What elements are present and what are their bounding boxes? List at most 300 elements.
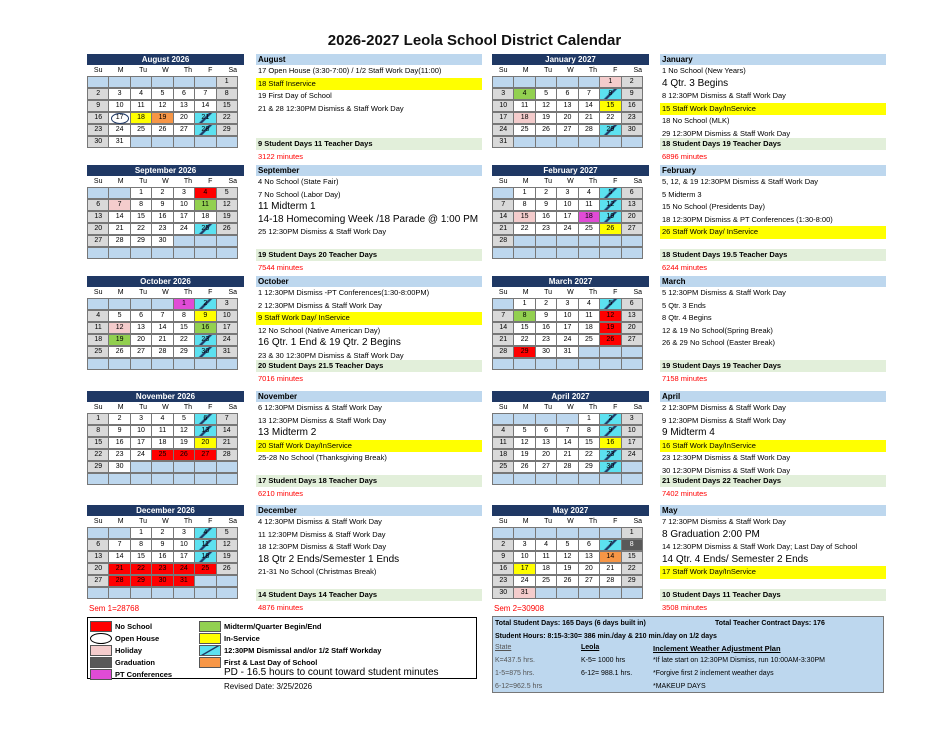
day-cell[interactable]: 4: [194, 527, 216, 539]
day-cell[interactable]: 17: [173, 551, 195, 563]
day-cell[interactable]: 19: [108, 334, 130, 346]
day-cell[interactable]: 22: [173, 334, 195, 346]
day-cell[interactable]: 8: [130, 539, 152, 551]
day-cell[interactable]: 10: [173, 199, 195, 211]
day-cell[interactable]: 15: [513, 211, 535, 223]
day-cell[interactable]: 28: [108, 235, 130, 247]
day-cell[interactable]: 8: [513, 310, 535, 322]
day-cell[interactable]: 18: [194, 211, 216, 223]
day-cell[interactable]: 19: [173, 437, 195, 449]
day-cell[interactable]: 3: [173, 187, 195, 199]
day-cell[interactable]: 18: [535, 563, 557, 575]
day-cell[interactable]: 1: [513, 298, 535, 310]
day-cell[interactable]: 21: [492, 334, 514, 346]
day-cell[interactable]: 19: [599, 211, 621, 223]
day-cell[interactable]: 7: [492, 310, 514, 322]
day-cell[interactable]: 27: [621, 223, 643, 235]
day-cell[interactable]: 29: [87, 461, 109, 473]
day-cell[interactable]: 30: [87, 136, 109, 148]
day-cell[interactable]: 29: [130, 575, 152, 587]
day-cell[interactable]: 15: [130, 551, 152, 563]
day-cell[interactable]: 10: [108, 100, 130, 112]
day-cell[interactable]: 4: [151, 413, 173, 425]
day-cell[interactable]: 26: [535, 124, 557, 136]
day-cell[interactable]: 1: [87, 413, 109, 425]
day-cell[interactable]: 1: [130, 527, 152, 539]
day-cell[interactable]: 21: [492, 223, 514, 235]
day-cell[interactable]: 11: [130, 100, 152, 112]
day-cell[interactable]: 6: [87, 539, 109, 551]
day-cell[interactable]: 1: [173, 298, 195, 310]
day-cell[interactable]: 30: [108, 461, 130, 473]
day-cell[interactable]: 2: [621, 76, 643, 88]
day-cell[interactable]: 4: [130, 88, 152, 100]
day-cell[interactable]: 12: [599, 310, 621, 322]
day-cell[interactable]: 4: [578, 298, 600, 310]
day-cell[interactable]: 16: [151, 551, 173, 563]
day-cell[interactable]: 12: [151, 100, 173, 112]
day-cell[interactable]: 18: [194, 551, 216, 563]
day-cell[interactable]: 10: [556, 310, 578, 322]
day-cell[interactable]: 14: [194, 100, 216, 112]
day-cell[interactable]: 4: [513, 88, 535, 100]
day-cell[interactable]: 16: [599, 437, 621, 449]
day-cell[interactable]: 31: [173, 575, 195, 587]
day-cell[interactable]: 3: [216, 298, 238, 310]
day-cell[interactable]: 27: [578, 575, 600, 587]
day-cell[interactable]: 8: [578, 425, 600, 437]
day-cell[interactable]: 31: [492, 136, 514, 148]
day-cell[interactable]: 3: [513, 539, 535, 551]
day-cell[interactable]: 10: [130, 425, 152, 437]
day-cell[interactable]: 8: [130, 199, 152, 211]
day-cell[interactable]: 20: [173, 112, 195, 124]
day-cell[interactable]: 1: [513, 187, 535, 199]
day-cell[interactable]: 3: [492, 88, 514, 100]
day-cell[interactable]: 10: [621, 425, 643, 437]
day-cell[interactable]: 23: [151, 563, 173, 575]
day-cell[interactable]: 19: [556, 563, 578, 575]
day-cell[interactable]: 21: [194, 112, 216, 124]
day-cell[interactable]: 2: [535, 187, 557, 199]
day-cell[interactable]: 22: [130, 563, 152, 575]
day-cell[interactable]: 21: [108, 223, 130, 235]
day-cell[interactable]: 18: [578, 322, 600, 334]
day-cell[interactable]: 8: [173, 310, 195, 322]
day-cell[interactable]: 6: [130, 310, 152, 322]
day-cell[interactable]: 17: [621, 437, 643, 449]
day-cell[interactable]: 11: [194, 199, 216, 211]
day-cell[interactable]: 3: [173, 527, 195, 539]
day-cell[interactable]: 14: [216, 425, 238, 437]
day-cell[interactable]: 30: [621, 124, 643, 136]
day-cell[interactable]: 6: [173, 88, 195, 100]
day-cell[interactable]: 10: [556, 199, 578, 211]
day-cell[interactable]: 8: [87, 425, 109, 437]
day-cell[interactable]: 3: [130, 413, 152, 425]
day-cell[interactable]: 27: [556, 124, 578, 136]
day-cell[interactable]: 5: [151, 88, 173, 100]
day-cell[interactable]: 11: [151, 425, 173, 437]
day-cell[interactable]: 14: [492, 322, 514, 334]
day-cell[interactable]: 5: [599, 187, 621, 199]
day-cell[interactable]: 9: [87, 100, 109, 112]
day-cell[interactable]: 17: [130, 437, 152, 449]
day-cell[interactable]: 20: [578, 563, 600, 575]
day-cell[interactable]: 12: [535, 100, 557, 112]
day-cell[interactable]: 13: [87, 551, 109, 563]
day-cell[interactable]: 26: [556, 575, 578, 587]
day-cell[interactable]: 6: [621, 187, 643, 199]
day-cell[interactable]: 14: [108, 211, 130, 223]
day-cell[interactable]: 22: [578, 449, 600, 461]
day-cell[interactable]: 14: [556, 437, 578, 449]
day-cell[interactable]: 24: [108, 124, 130, 136]
day-cell[interactable]: 22: [216, 112, 238, 124]
day-cell[interactable]: 20: [621, 322, 643, 334]
day-cell[interactable]: 1: [599, 76, 621, 88]
day-cell[interactable]: 13: [621, 199, 643, 211]
day-cell[interactable]: 23: [108, 449, 130, 461]
day-cell[interactable]: 16: [194, 322, 216, 334]
day-cell[interactable]: 19: [216, 551, 238, 563]
day-cell[interactable]: 20: [194, 437, 216, 449]
day-cell[interactable]: 20: [87, 223, 109, 235]
day-cell[interactable]: 28: [578, 124, 600, 136]
day-cell[interactable]: 28: [492, 346, 514, 358]
day-cell[interactable]: 27: [130, 346, 152, 358]
day-cell[interactable]: 9: [535, 199, 557, 211]
day-cell[interactable]: 18: [151, 437, 173, 449]
day-cell[interactable]: 8: [216, 88, 238, 100]
day-cell[interactable]: 27: [535, 461, 557, 473]
day-cell[interactable]: 30: [492, 587, 514, 599]
day-cell[interactable]: 23: [194, 334, 216, 346]
day-cell[interactable]: 30: [535, 346, 557, 358]
day-cell[interactable]: 27: [621, 334, 643, 346]
day-cell[interactable]: 28: [108, 575, 130, 587]
day-cell[interactable]: 18: [87, 334, 109, 346]
day-cell[interactable]: 31: [216, 346, 238, 358]
day-cell[interactable]: 29: [599, 124, 621, 136]
day-cell[interactable]: 6: [87, 199, 109, 211]
day-cell[interactable]: 1: [578, 413, 600, 425]
day-cell[interactable]: 2: [151, 527, 173, 539]
day-cell[interactable]: 22: [87, 449, 109, 461]
day-cell[interactable]: 14: [599, 551, 621, 563]
day-cell[interactable]: 18: [513, 112, 535, 124]
day-cell[interactable]: 28: [216, 449, 238, 461]
day-cell[interactable]: 7: [492, 199, 514, 211]
day-cell[interactable]: 23: [599, 449, 621, 461]
day-cell[interactable]: 26: [599, 334, 621, 346]
day-cell[interactable]: 5: [535, 88, 557, 100]
day-cell[interactable]: 19: [513, 449, 535, 461]
day-cell[interactable]: 4: [194, 187, 216, 199]
day-cell[interactable]: 4: [578, 187, 600, 199]
day-cell[interactable]: 22: [513, 223, 535, 235]
day-cell[interactable]: 25: [194, 223, 216, 235]
day-cell[interactable]: 23: [492, 575, 514, 587]
day-cell[interactable]: 3: [556, 187, 578, 199]
day-cell[interactable]: 29: [130, 235, 152, 247]
day-cell[interactable]: 9: [151, 539, 173, 551]
day-cell[interactable]: 14: [108, 551, 130, 563]
day-cell[interactable]: 9: [492, 551, 514, 563]
day-cell[interactable]: 7: [108, 539, 130, 551]
day-cell[interactable]: 11: [578, 310, 600, 322]
day-cell[interactable]: 16: [87, 112, 109, 124]
day-cell[interactable]: 11: [194, 539, 216, 551]
day-cell[interactable]: 26: [108, 346, 130, 358]
day-cell[interactable]: 26: [216, 563, 238, 575]
day-cell[interactable]: 9: [599, 425, 621, 437]
day-cell[interactable]: 9: [151, 199, 173, 211]
day-cell[interactable]: 26: [599, 223, 621, 235]
day-cell[interactable]: 21: [151, 334, 173, 346]
day-cell[interactable]: 19: [599, 322, 621, 334]
day-cell[interactable]: 12: [599, 199, 621, 211]
day-cell[interactable]: 6: [556, 88, 578, 100]
day-cell[interactable]: 4: [87, 310, 109, 322]
day-cell[interactable]: 18: [130, 112, 152, 124]
day-cell[interactable]: 24: [173, 563, 195, 575]
day-cell[interactable]: 13: [535, 437, 557, 449]
day-cell[interactable]: 1: [621, 527, 643, 539]
day-cell[interactable]: 15: [578, 437, 600, 449]
day-cell[interactable]: 12: [173, 425, 195, 437]
day-cell[interactable]: 30: [151, 235, 173, 247]
day-cell[interactable]: 25: [535, 575, 557, 587]
day-cell[interactable]: 23: [535, 223, 557, 235]
day-cell[interactable]: 31: [108, 136, 130, 148]
day-cell[interactable]: 22: [621, 563, 643, 575]
day-cell[interactable]: 11: [87, 322, 109, 334]
day-cell[interactable]: 4: [535, 539, 557, 551]
day-cell[interactable]: 23: [151, 223, 173, 235]
day-cell[interactable]: 25: [578, 223, 600, 235]
day-cell[interactable]: 9: [535, 310, 557, 322]
day-cell[interactable]: 18: [578, 211, 600, 223]
day-cell[interactable]: 26: [151, 124, 173, 136]
day-cell[interactable]: 19: [151, 112, 173, 124]
day-cell[interactable]: 7: [599, 539, 621, 551]
day-cell[interactable]: 13: [556, 100, 578, 112]
day-cell[interactable]: 25: [578, 334, 600, 346]
day-cell[interactable]: 13: [130, 322, 152, 334]
day-cell[interactable]: 31: [513, 587, 535, 599]
day-cell[interactable]: 20: [87, 563, 109, 575]
day-cell[interactable]: 12: [556, 551, 578, 563]
day-cell[interactable]: 8: [513, 199, 535, 211]
day-cell[interactable]: 11: [492, 437, 514, 449]
day-cell[interactable]: 1: [216, 76, 238, 88]
day-cell[interactable]: 7: [194, 88, 216, 100]
day-cell[interactable]: 14: [492, 211, 514, 223]
day-cell[interactable]: 25: [492, 461, 514, 473]
day-cell[interactable]: 6: [535, 425, 557, 437]
day-cell[interactable]: 2: [108, 413, 130, 425]
day-cell[interactable]: 25: [151, 449, 173, 461]
day-cell[interactable]: 13: [621, 310, 643, 322]
day-cell[interactable]: 20: [535, 449, 557, 461]
day-cell[interactable]: 5: [513, 425, 535, 437]
day-cell[interactable]: 27: [194, 449, 216, 461]
day-cell[interactable]: 7: [578, 88, 600, 100]
day-cell[interactable]: 24: [556, 334, 578, 346]
day-cell[interactable]: 27: [87, 235, 109, 247]
day-cell[interactable]: 28: [151, 346, 173, 358]
day-cell[interactable]: 28: [556, 461, 578, 473]
day-cell[interactable]: 7: [151, 310, 173, 322]
day-cell[interactable]: 17: [556, 322, 578, 334]
day-cell[interactable]: 31: [556, 346, 578, 358]
day-cell[interactable]: 5: [556, 539, 578, 551]
day-cell[interactable]: 11: [513, 100, 535, 112]
day-cell[interactable]: 5: [216, 527, 238, 539]
day-cell[interactable]: 25: [513, 124, 535, 136]
day-cell[interactable]: 29: [216, 124, 238, 136]
day-cell[interactable]: 15: [130, 211, 152, 223]
day-cell[interactable]: 6: [621, 298, 643, 310]
day-cell[interactable]: 24: [173, 223, 195, 235]
day-cell[interactable]: 17: [492, 112, 514, 124]
day-cell[interactable]: 15: [599, 100, 621, 112]
day-cell[interactable]: 21: [578, 112, 600, 124]
day-cell[interactable]: 22: [599, 112, 621, 124]
day-cell[interactable]: 10: [173, 539, 195, 551]
day-cell[interactable]: 2: [492, 539, 514, 551]
day-cell[interactable]: 15: [87, 437, 109, 449]
day-cell[interactable]: 20: [621, 211, 643, 223]
day-cell[interactable]: 15: [216, 100, 238, 112]
day-cell[interactable]: 15: [513, 322, 535, 334]
day-cell[interactable]: 16: [151, 211, 173, 223]
day-cell[interactable]: 2: [151, 187, 173, 199]
day-cell[interactable]: 23: [535, 334, 557, 346]
day-cell[interactable]: 13: [194, 425, 216, 437]
day-cell[interactable]: 21: [216, 437, 238, 449]
day-cell[interactable]: 1: [130, 187, 152, 199]
day-cell[interactable]: 19: [535, 112, 557, 124]
day-cell[interactable]: 23: [621, 112, 643, 124]
day-cell[interactable]: 22: [130, 223, 152, 235]
day-cell[interactable]: 27: [173, 124, 195, 136]
day-cell[interactable]: 25: [87, 346, 109, 358]
day-cell[interactable]: 9: [194, 310, 216, 322]
day-cell[interactable]: 12: [513, 437, 535, 449]
day-cell[interactable]: 14: [151, 322, 173, 334]
day-cell[interactable]: 13: [87, 211, 109, 223]
day-cell[interactable]: 16: [108, 437, 130, 449]
day-cell[interactable]: 16: [535, 322, 557, 334]
day-cell[interactable]: 5: [173, 413, 195, 425]
day-cell[interactable]: 5: [108, 310, 130, 322]
day-cell[interactable]: 11: [535, 551, 557, 563]
day-cell[interactable]: 29: [513, 346, 535, 358]
day-cell[interactable]: 19: [216, 211, 238, 223]
day-cell[interactable]: 24: [130, 449, 152, 461]
day-cell[interactable]: 15: [173, 322, 195, 334]
day-cell[interactable]: 6: [194, 413, 216, 425]
day-cell[interactable]: 3: [556, 298, 578, 310]
day-cell[interactable]: 13: [578, 551, 600, 563]
day-cell[interactable]: 2: [87, 88, 109, 100]
day-cell[interactable]: 12: [108, 322, 130, 334]
day-cell[interactable]: 3: [621, 413, 643, 425]
day-cell[interactable]: 3: [108, 88, 130, 100]
day-cell[interactable]: 16: [535, 211, 557, 223]
day-cell[interactable]: 26: [216, 223, 238, 235]
day-cell[interactable]: 14: [578, 100, 600, 112]
day-cell[interactable]: 25: [194, 563, 216, 575]
day-cell[interactable]: 25: [130, 124, 152, 136]
day-cell[interactable]: 5: [216, 187, 238, 199]
day-cell[interactable]: 26: [513, 461, 535, 473]
day-cell[interactable]: 8: [621, 539, 643, 551]
day-cell[interactable]: 21: [556, 449, 578, 461]
day-cell[interactable]: 17: [108, 112, 130, 124]
day-cell[interactable]: 9: [621, 88, 643, 100]
day-cell[interactable]: 24: [621, 449, 643, 461]
day-cell[interactable]: 12: [216, 199, 238, 211]
day-cell[interactable]: 24: [216, 334, 238, 346]
day-cell[interactable]: 20: [130, 334, 152, 346]
day-cell[interactable]: 29: [173, 346, 195, 358]
day-cell[interactable]: 28: [599, 575, 621, 587]
day-cell[interactable]: 23: [87, 124, 109, 136]
day-cell[interactable]: 17: [173, 211, 195, 223]
day-cell[interactable]: 2: [535, 298, 557, 310]
day-cell[interactable]: 17: [556, 211, 578, 223]
day-cell[interactable]: 26: [173, 449, 195, 461]
day-cell[interactable]: 28: [194, 124, 216, 136]
day-cell[interactable]: 24: [513, 575, 535, 587]
day-cell[interactable]: 29: [578, 461, 600, 473]
day-cell[interactable]: 11: [578, 199, 600, 211]
day-cell[interactable]: 17: [513, 563, 535, 575]
day-cell[interactable]: 30: [151, 575, 173, 587]
day-cell[interactable]: 12: [216, 539, 238, 551]
day-cell[interactable]: 13: [173, 100, 195, 112]
day-cell[interactable]: 15: [621, 551, 643, 563]
day-cell[interactable]: 30: [194, 346, 216, 358]
day-cell[interactable]: 24: [556, 223, 578, 235]
day-cell[interactable]: 16: [621, 100, 643, 112]
day-cell[interactable]: 5: [599, 298, 621, 310]
day-cell[interactable]: 10: [513, 551, 535, 563]
day-cell[interactable]: 27: [87, 575, 109, 587]
day-cell[interactable]: 20: [556, 112, 578, 124]
day-cell[interactable]: 17: [216, 322, 238, 334]
day-cell[interactable]: 21: [108, 563, 130, 575]
day-cell[interactable]: 18: [492, 449, 514, 461]
day-cell[interactable]: 10: [216, 310, 238, 322]
day-cell[interactable]: 9: [108, 425, 130, 437]
day-cell[interactable]: 2: [599, 413, 621, 425]
day-cell[interactable]: 22: [513, 334, 535, 346]
day-cell[interactable]: 28: [492, 235, 514, 247]
day-cell[interactable]: 24: [492, 124, 514, 136]
day-cell[interactable]: 4: [492, 425, 514, 437]
day-cell[interactable]: 30: [599, 461, 621, 473]
day-cell[interactable]: 8: [599, 88, 621, 100]
day-cell[interactable]: 10: [492, 100, 514, 112]
day-cell[interactable]: 7: [556, 425, 578, 437]
day-cell[interactable]: 6: [578, 539, 600, 551]
day-cell[interactable]: 29: [621, 575, 643, 587]
day-cell[interactable]: 2: [194, 298, 216, 310]
